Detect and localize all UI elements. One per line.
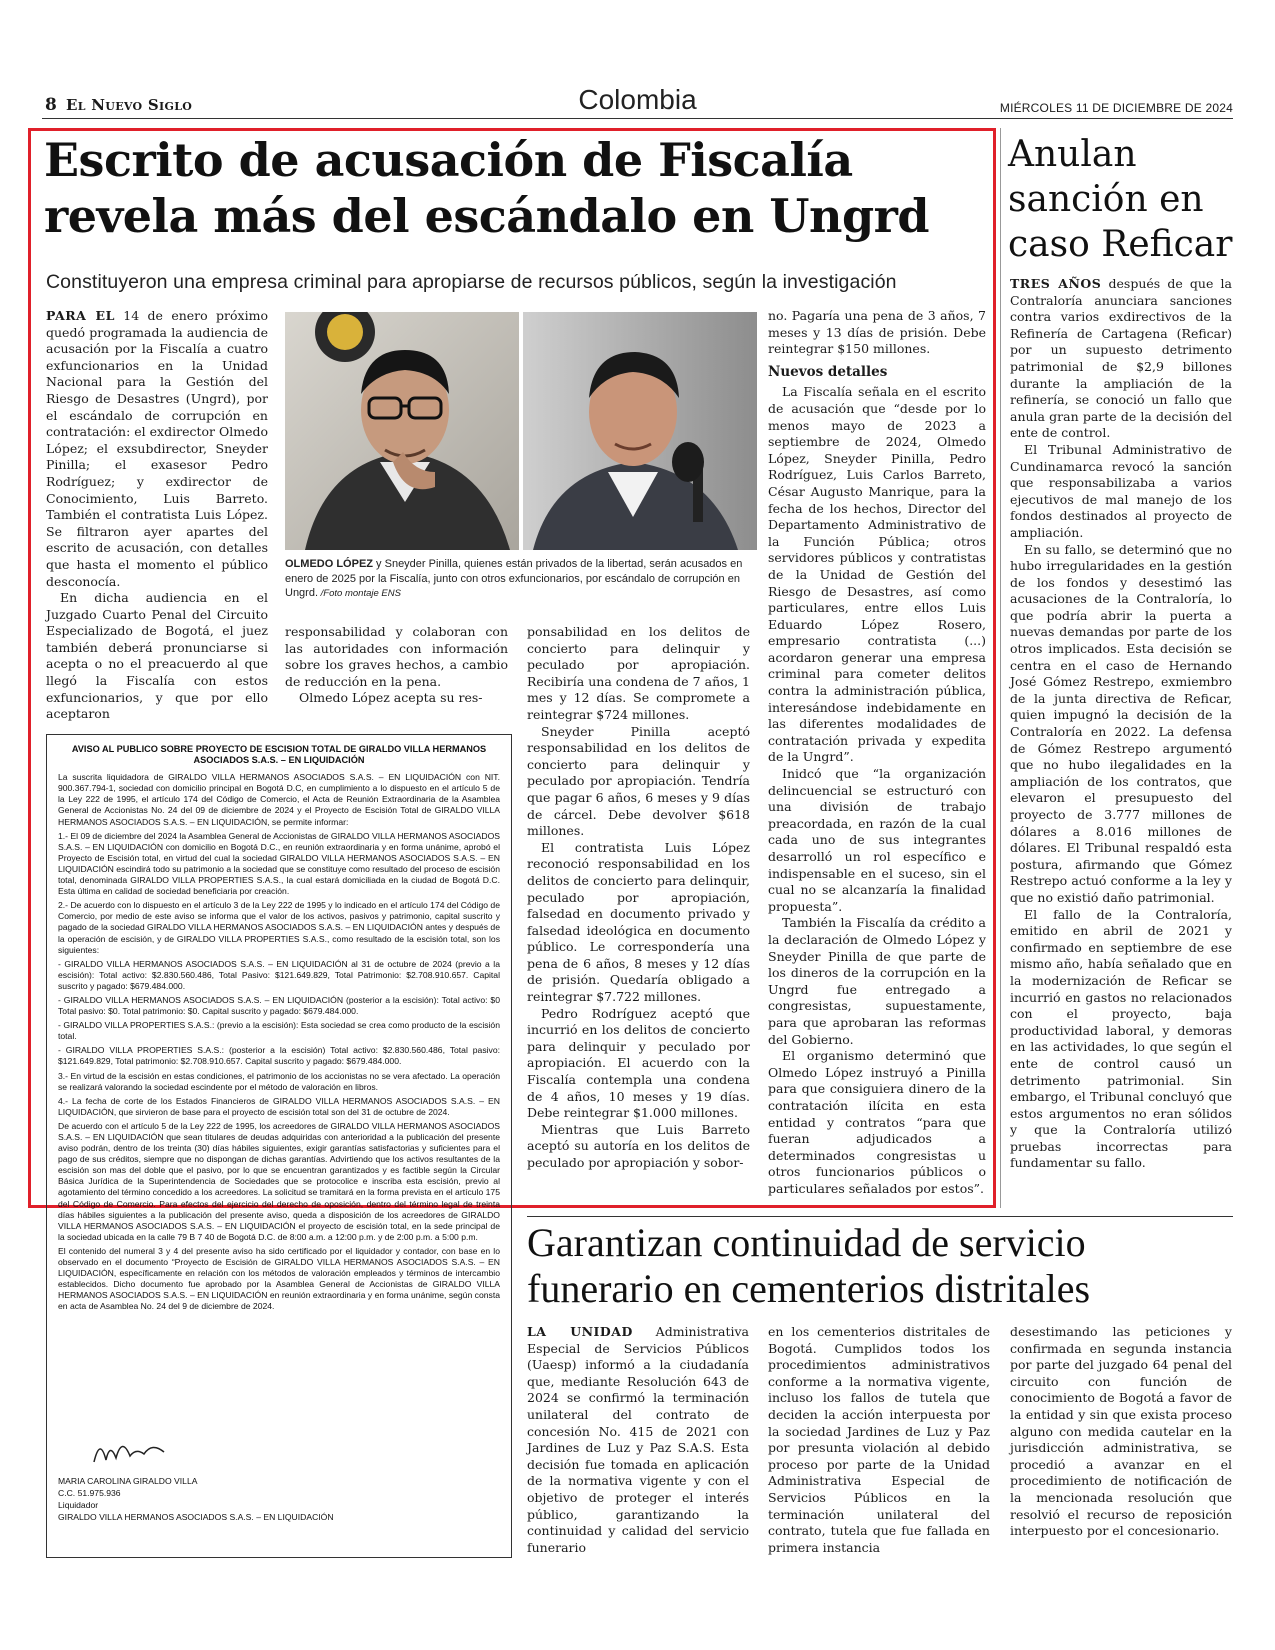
notice-title: AVISO AL PUBLICO SOBRE PROYECTO DE ESCISION TOTAL DE GIRALDO VILLA HERMANOS ASOCIADOS S.A.S. – EN LIQUIDACIÓN — [71, 744, 487, 766]
main-col4-subhead: Nuevos detalles — [768, 363, 888, 380]
main-col4-p1: no. Pagaría una pena de 3 años, 7 meses y 13 días de prisión. Debe reintegrar $150 millones. — [768, 308, 986, 357]
bottom-article-rule — [527, 1216, 1233, 1217]
notice-item-2: 2.- De acuerdo con lo dispuesto en el artículo 3 de la Ley 222 de 1995 y lo indicado en el artículo 174 del Código de Comercio, por medio de este aviso se informa que el valor de los activos, pasivos y patrimonio, capital suscrito y pagado de la sociedad GIRALDO VILLA HERMANOS ASOCIADOS S.A.S. – EN LIQUIDACIÓN antes y después de la operación de escisión, y de GIRALDO VILLA PROPERTIES S.A.S., como resultado de la escisión total, son los siguientes: — [58, 900, 500, 955]
notice-item-3: 3.- En virtud de la escisión en estas condiciones, el patrimonio de los accionistas no se vera afectado. La operación se realizará valorando la sociedad escindente por el método de valoración en libros. — [58, 1070, 500, 1092]
main-col4-p5: El organismo determinó que Olmedo López instruyó a Pinilla para que consiguiera dinero de la contratación ilícita en esta entidad y contratos “para que fueran adjudicados a determinados congresistas u otros funcionarios públicos o particulares señalados por estos”. — [768, 1048, 986, 1196]
main-col-3 — [527, 624, 750, 1172]
legal-notice — [58, 744, 500, 1316]
side-p1: después de que la Contraloría anunciara sanciones contra varios exdirectivos de la Refinería de Cartagena (Reficar) por un supuesto detrimento patrimonial de $2,9 billones durante la ampliación de la refinería, se conoció un fallo que anula gran parte de la decisión del ente de control. — [1010, 276, 1233, 441]
bottom-col2-text: en los cementerios distritales de Bogotá. Cumplidos todos los procedimientos administrativos conforme a la normativa vigente, incluso los fallos de tutela que deciden la acción interpuesta por la sociedad Jardines de Luz y Paz por presunta violación al debido proceso por parte de la Unidad Administrativa Especial de Servicios Públicos en la terminación unilateral del contrato, tutela que fue fallada en primera instancia — [768, 1324, 990, 1555]
bottom-col-2 — [768, 1324, 990, 1556]
side-headline — [1008, 132, 1238, 267]
main-col4-p4: También la Fiscalía da crédito a la declaración de Olmedo López y Sneyder Pinilla de que parte de los dineros de la corrupción en la Ungrd fue entregado a congresistas, supuestamente, para que aprobaran las reformas del Gobierno. — [768, 915, 986, 1047]
side-headline-line1: Anulan — [1008, 134, 1137, 175]
caption-name: OLMEDO LÓPEZ — [285, 558, 373, 570]
main-subheadline: Constituyeron una empresa criminal para apropiarse de recursos públicos, según la investigación — [46, 271, 897, 293]
main-lead-word: PARA EL — [46, 308, 115, 323]
side-headline-line3: caso Reficar — [1008, 224, 1233, 265]
main-col1-p2: En dicha audiencia en el Juzgado Cuarto Penal del Circuito Especializado de Bogotá, el juez también deberá pronunciarse si acepta o no el preacuerdo al que llegó la Fiscalía con estos exfuncionarios, y que por ello aceptaron — [46, 590, 268, 722]
main-col4-p2: La Fiscalía señala en el escrito de acusación que “desde por lo menos mayo de 2023 a septiembre de 2024, Olmedo López, Sneyder Pinilla, Pedro Rodríguez, Luis Carlos Barreto, César Augusto Manrique, para la fecha de los hechos, Director del Departamento Administrativo de la Función Pública; otros servidores públicos y contratistas de la Unidad de Gestión del Riesgo de Desastres, así como particulares, entre ellos Luis Eduardo López Rosero, empresario contratista (...) acordaron generar una empresa criminal para cometer delitos contra la administración pública, interesándose indebidamente en las diferentes modalidades de contratación privada y expedita de la Ungrd”. — [768, 384, 986, 765]
notice-item-6: El contenido del numeral 3 y 4 del presente aviso ha sido certificado por el liquidador y contador, con base en lo observado en el documento “Proyecto de Escisión de GIRALDO VILLA HERMANOS ASOCIADOS S.A.S. – EN LIQUIDACIÓN, específicamente en relación con los métodos de valoración empleados y términos de intercambio establecidos. Dicho documento fue aprobado por la Asamblea General de Accionistas de GIRALDO VILLA HERMANOS ASOCIADOS S.A.S. – EN LIQUIDACIÓN en reunión extraordinaria y en forma unánime, según consta en acta de Asamblea No. 24 del 9 de diciembre de 2024. — [58, 1245, 500, 1312]
main-headline-line1: Escrito de acusación de Fiscalía — [44, 133, 853, 187]
main-headline — [44, 132, 984, 244]
photo-caption — [285, 557, 755, 602]
masthead: El Nuevo Siglo — [66, 96, 193, 114]
bottom-col-3 — [1010, 1324, 1232, 1540]
signer-id: C.C. 51.975.936 — [58, 1488, 121, 1498]
page-date: MIÉRCOLES 11 DE DICIEMBRE DE 2024 — [999, 101, 1233, 115]
page-number: 8 — [45, 95, 57, 115]
main-col3-p3: El contratista Luis López reconoció responsabilidad en los delitos de concierto para delinquir, peculado por apropiación, falsedad en documento privado y falsedad ideológica en documento público. Le correspondería una pena de 6 años, 8 meses y 12 días de prisión. Quedaría obligado a reintegrar $7.722 millones. — [527, 839, 750, 1005]
notice-item-2c: - GIRALDO VILLA PROPERTIES S.A.S.: (previo a la escisión): Esta sociedad se crea como producto de la escisión total. — [58, 1020, 500, 1042]
side-p2: El Tribunal Administrativo de Cundinamarca revocó la sanción que responsabilizaba a varios ejecutivos de mal manejo de los fondos destinados al proyecto de ampliación. — [1010, 441, 1232, 540]
main-col3-p1: ponsabilidad en los delitos de concierto para delinquir y peculado por apropiación. Recibiría una condena de 7 años, 1 mes y 12 días. Se compromete a reintegrar $724 millones. — [527, 624, 750, 722]
main-col3-p2: Sneyder Pinilla aceptó responsabilidad en los delitos de concierto para delinquir y peculado por apropiación. Tendría que pagar 6 años, 6 meses y 9 días de cárcel. Debe devolver $618 millones. — [527, 723, 750, 839]
side-headline-line2: sanción en — [1008, 179, 1204, 220]
bottom-headline-line2: funerario en cementerios distritales — [527, 1266, 1091, 1311]
photo-sneyder-pinilla — [523, 312, 757, 550]
notice-signature — [58, 1475, 500, 1523]
photo-olmedo-lopez — [285, 312, 519, 550]
main-col4-p3: Inidcó que “la organización delincuencial se estructuró con una división de trabajo preacordada, en razón de la cual cada uno de sus integrantes desarrolló un rol específico e indispensable en el suceso, sin el cual no se alcanzaría la finalidad propuesta”. — [768, 766, 986, 914]
notice-item-5: De acuerdo con el artículo 5 de la Ley 222 de 1995, los acreedores de GIRALDO VILLA HERMANOS ASOCIADOS S.A.S. – EN LIQUIDACIÓN que sean titulares de deudas adquiridas con anterioridad a la publicación del presente aviso podrán, dentro de los treinta (30) días hábiles siguientes, exigir garantías satisfactorias y suficientes para el pago de sus créditos, siempre que no dispongan de dichas garantías. Advirtiendo que los activos resultantes de la escisión son mas del doble que el pasivo, por lo que se encuentran garantizados y es factible según la Circular Básica Jurídica de la Superintendencia de Sociedades que se protocolice e inscriba esta escisión, previo al agotamiento del término concedido a los acreedores. La solicitud se tramitará en la forma prevista en el artículo 175 del Código de Comercio. Para efectos del ejercicio del derecho de oposición, dentro del término legal de treinta días hábiles siguientes a la publicación del presente aviso, queda a disposición de los acreedores de GIRALDO VILLA HERMANOS ASOCIADOS S.A.S. – EN LIQUIDACIÓN el proyecto de escisión total, en la sede principal de la sociedad ubicada en la calle 79 B 7 40 de Bogotá D.C. de 8:00 a.m. a 12:00 p.m. y de 2:00 p.m. a 5:00 p.m. — [58, 1120, 500, 1242]
signer-role: Liquidador — [58, 1500, 99, 1510]
side-p3: En su fallo, se determinó que no hubo irregularidades en la gestión de los fondos y desestimó las acusaciones de la Contraloría, lo que podría abrir la puerta a nuevas demandas por parte de los otros implicados. Esta decisión se centra en el caso de Hernando José Gómez Restrepo, exmiembro de la junta directiva de Reficar, quien impugnó la decisión de la Contraloría en 2022. La defensa de Gómez Restrepo argumentó que no hubo ilegalidades en la ampliación de los contratos, que elevaron el presupuesto del proyecto de 3.777 millones de dólares a 8.016 millones de dólares. El Tribunal respaldó esta postura, afirmando que Gómez Restrepo actuó conforme a la ley y que no existió daño patrimonial. — [1010, 541, 1232, 905]
notice-item-2d: - GIRALDO VILLA PROPERTIES S.A.S.: (posterior a la escisión) Total activo: $2.830.560.486, Total pasivo: $121.649.829, Total patrimonio: $2.708.910.657. Capital suscrito y pagado: $679.484.000. — [58, 1045, 500, 1067]
bottom-col-1 — [527, 1324, 749, 1556]
notice-item-2a: - GIRALDO VILLA HERMANOS ASOCIADOS S.A.S. – EN LIQUIDACIÓN al 31 de octubre de 2024 (previo a la escisión): Total activo: $2.830.560.486, Total Pasivo: $121.649.829, Total Patrimonio: $2.708.910.657. Capital suscrito y pagado: $679.484.000. — [58, 958, 500, 991]
caption-text: y Sneyder Pinilla, quienes están privados de la libertad, serán acusados en enero de 2025 por la Fiscalía, junto con otros exfuncionarios, por escándalo de corrupción en Ungrd. — [285, 558, 743, 599]
signer-company: GIRALDO VILLA HERMANOS ASOCIADOS S.A.S. – EN LIQUIDACIÓN — [58, 1512, 334, 1522]
signature-mark — [86, 1432, 176, 1472]
main-col-1 — [46, 308, 268, 723]
bottom-col3-text: desestimando las peticiones y confirmada en segunda instancia por parte del juzgado 64 penal del circuito con función de conocimiento de Bogotá a favor de la entidad y sin que exista proceso alguno con medida cautelar en la jurisdicción administrativa, se procedió a avanzar en el procedimiento de notificación de la mencionada resolución que resolvió el recurso de reposición interpuesto por el concesionario. — [1010, 1324, 1232, 1539]
bottom-lead-word: LA UNIDAD — [527, 1324, 633, 1339]
caption-credit: /Foto montaje ENS — [318, 588, 401, 599]
side-p4: El fallo de la Contraloría, emitido en abril de 2021 y confirmado en septiembre de ese mismo año, había señalado que en la modernización de Reficar se incurrió en gastos no relacionados con el proyecto, baja productividad laboral, y demoras en las actividades, lo que según el ente de control causó un detrimento patrimonial. Sin embargo, el Tribunal concluyó que estos argumentos no eran sólidos y que la Contraloría utilizó pruebas incorrectas para fundamentar su fallo. — [1010, 906, 1232, 1171]
main-col2-p2: Olmedo López acepta su res- — [299, 690, 483, 706]
header-rule — [42, 118, 1233, 119]
main-col-2 — [285, 624, 508, 707]
side-lead-word: TRES AÑOS — [1010, 276, 1102, 291]
side-article-body — [1010, 276, 1232, 1172]
bottom-col1-text: Administrativa Especial de Servicios Públicos (Uaesp) informó a la ciudadanía que, mediante Resolución 643 de 2024 se confirmó la terminación unilateral del contrato de concesión No. 415 de 2021 con Jardines de Luz y Paz S.A.S. Esta decisión fue tomada en aplicación de la normativa vigente y con el objetivo de proteger el interés público, garantizando la continuidad y calidad del servicio funerario — [527, 1324, 749, 1555]
notice-item-2b: - GIRALDO VILLA HERMANOS ASOCIADOS S.A.S. – EN LIQUIDACIÓN (posterior a la escisión): Total activo: $0 Total pasivo: $0. Total patrimonio: $0. Capital suscrito y pagado: $679.484.000. — [58, 994, 500, 1017]
bottom-headline-line1: Garantizan continuidad de servicio — [527, 1220, 1086, 1265]
main-headline-line2: revela más del escándalo en Ungrd — [44, 189, 930, 243]
main-col1-p1: 14 de enero próximo quedó programada la audiencia de acusación por la Fiscalía a cuatro exfuncionarios en la Unidad Nacional para la Gestión del Riesgo de Desastres (Ungrd), por el escándalo de corrupción en contratación: el exdirector Olmedo López; el exsubdirector, Sneyder Pinilla; el exasesor Pedro Rodríguez; y exdirector de Conocimiento, Luis Barreto. También el contratista Luis López. Se filtraron ayer apartes del escrito de acusación, con detalles que hasta el momento el público desconocía. — [46, 308, 268, 589]
main-col3-p5: Mientras que Luis Barreto aceptó su autoría en los delitos de peculado por apropiación y sobor- — [527, 1121, 750, 1170]
main-col2-p1: responsabilidad y colaboran con las autoridades con información sobre los graves hechos, a cambio de reducción en la pena. — [285, 624, 508, 689]
main-col3-p4: Pedro Rodríguez aceptó que incurrió en los delitos de concierto para delinquir y peculado por apropiación. El acuerdo con la Fiscalía contempla una condena de 4 años, 10 meses y 19 días. Debe reintegrar $1.000 millones. — [527, 1005, 750, 1121]
notice-intro: La suscrita liquidadora de GIRALDO VILLA HERMANOS ASOCIADOS S.A.S. – EN LIQUIDACIÓN con NIT. 900.367.794-1, sociedad con domicilio principal en Bogotá D.C, en cumplimiento a lo dispuesto en el artículo 5 de la Ley 222 de 1995, el artículo 174 del Código de Comercio, el Acta de Reunión Extraordinaria de la Asamblea General de Accionistas No. 24 del 09 de diciembre de 2024 y el Proyecto de Escisión Total de GIRALDO VILLA HERMANOS ASOCIADOS S.A.S. – EN LIQUIDACIÓN, se permite informar: — [58, 772, 500, 827]
section-title: Colombia — [578, 84, 697, 115]
bottom-headline — [527, 1220, 1233, 1312]
notice-item-1: 1.- El 09 de diciembre del 2024 la Asamblea General de Accionistas de GIRALDO VILLA HERMANOS ASOCIADOS S.A.S. – EN LIQUIDACIÓN con domicilio en Bogotá D.C., en reunión extraordinaria y en forma unánime, aprobó el Proyecto de Escisión total, en virtud del cual la sociedad GIRALDO VILLA HERMANOS ASOCIADOS S.A.S. – EN LIQUIDACIÓN escindirá todo su patrimonio a la sociedad que se constituye como resultado del proceso de escisión total, denominada GIRALDO VILLA PROPERTIES S.A.S., la cual estará domiciliada en la ciudad de Bogotá D.C. Esta última en calidad de sociedad beneficiaria por creación. — [58, 830, 500, 897]
notice-item-4: 4.- La fecha de corte de los Estados Financieros de GIRALDO VILLA HERMANOS ASOCIADOS S.A.S. – EN LIQUIDACIÓN, que sirvieron de base para el proyecto de escisión total son del 31 de octubre de 2024. — [58, 1095, 500, 1117]
signer-name: MARIA CAROLINA GIRALDO VILLA — [58, 1476, 198, 1486]
side-divider — [1000, 128, 1001, 1208]
main-col-4 — [768, 308, 986, 1197]
